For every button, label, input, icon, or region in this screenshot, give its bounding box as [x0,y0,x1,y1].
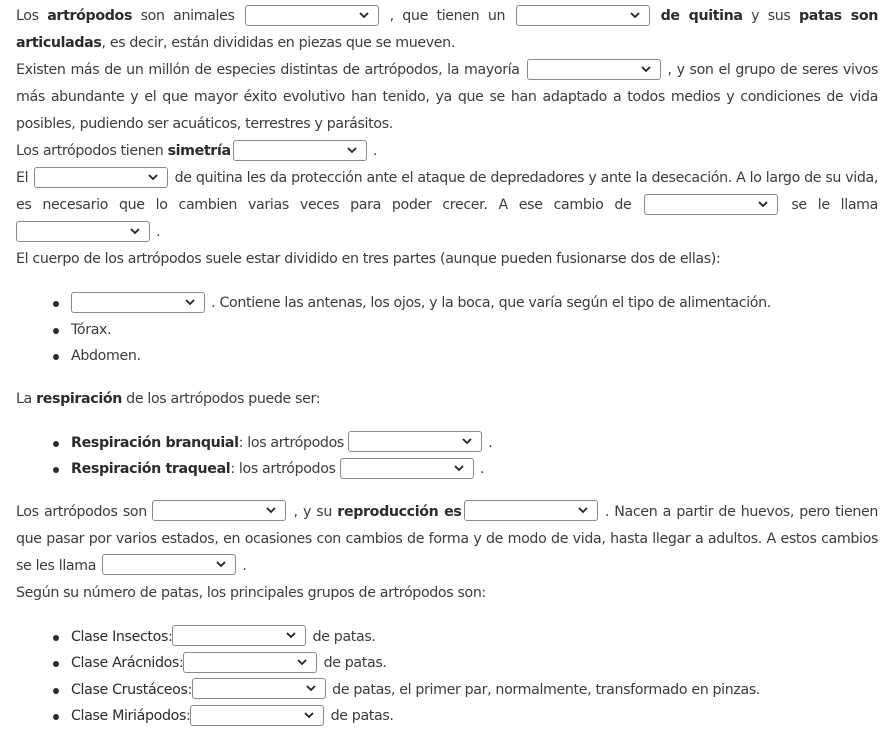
dropdown-exoesqueleto[interactable] [516,5,650,26]
chevron-down-icon [265,504,277,516]
chevron-down-icon [305,682,317,694]
dropdown-tipo-animal[interactable] [245,5,379,26]
dropdown-insectos[interactable] [172,625,306,646]
list-item: Clase Arácnidos: de patas. [71,650,878,677]
paragraph-intro: Los artrópodos son animales , que tienen un de quitina y sus patas son articuladas, es decir, están divididas en piezas que se mueven. [16,3,878,57]
dropdown-branquial[interactable] [348,431,482,452]
dropdown-simetria[interactable] [233,140,367,161]
chevron-down-icon [147,171,159,183]
dropdown-sexo[interactable] [152,500,286,521]
respiration-list [16,430,878,483]
dropdown-mayoria[interactable] [527,59,661,80]
dropdown-cubierta[interactable] [34,167,168,188]
list-item: Clase Miriápodos: de patas. [71,703,878,730]
chevron-down-icon [346,144,358,156]
list-item: Clase Crustáceos: de patas, el primer par, normalmente, transformado en pinzas. [71,677,878,704]
chevron-down-icon [358,9,370,21]
paragraph-simetria: Los artrópodos tienen simetría . [16,138,878,165]
dropdown-aracnidos[interactable] [183,652,317,673]
chevron-down-icon [453,462,465,474]
dropdown-cabeza[interactable] [71,292,205,313]
dropdown-crustaceos[interactable] [192,678,326,699]
chevron-down-icon [640,63,652,75]
list-item: Respiración branquial: los artrópodos . [71,430,878,457]
list-item: Clase Insectos: de patas. [71,624,878,651]
list-item: Respiración traqueal: los artrópodos . [71,456,878,483]
list-item: Tórax. [71,317,878,344]
dropdown-traqueal[interactable] [340,458,474,479]
chevron-down-icon [129,225,141,237]
paragraph-exoesqueleto: El de quitina les da protección ante el ataque de depredadores y ante la desecación. A lo largo de su vida, es necesario que lo cambien varias veces para poder crecer. A ese cambio de se le llama . [16,165,878,246]
paragraph-especies: Existen más de un millón de especies distintas de artrópodos, la mayoría , y son el grupo de seres vivos más abundante y el que mayor éxito evolutivo han tenido, ya que se han adaptado a todos medios y condiciones de vida posibles, pudiendo ser acuáticos, terrestres y parásitos. [16,57,878,138]
term-artropodos: artrópodos [47,8,133,24]
chevron-down-icon [303,709,315,721]
paragraph-cuerpo: El cuerpo de los artrópodos suele estar dividido en tres partes (aunque pueden fusionarse dos de ellas): [16,251,721,267]
list-item: Abdomen. [71,343,878,370]
dropdown-reproduccion[interactable] [464,500,598,521]
list-item: . Contiene las antenas, los ojos, y la boca, que varía según el tipo de alimentación. [71,290,878,317]
paragraph-respiracion: La respiración de los artrópodos puede ser: [16,390,321,407]
dropdown-cambio[interactable] [644,194,778,215]
chevron-down-icon [629,9,641,21]
chevron-down-icon [296,656,308,668]
chevron-down-icon [285,629,297,641]
chevron-down-icon [757,198,769,210]
paragraph-reproduccion: Los artrópodos son , y su reproducción es . Nacen a partir de huevos, pero tienen que pasar por varios estados, en ocasiones con cambios de forma y de modo de vida, hasta llegar a adultos. A estos cambios se les llama . [16,499,878,580]
chevron-down-icon [461,435,473,447]
body-parts-list [16,290,878,370]
chevron-down-icon [215,558,227,570]
groups-list [16,624,878,730]
dropdown-miriapodos[interactable] [190,705,324,726]
chevron-down-icon [184,296,196,308]
dropdown-metamorfosis[interactable] [102,554,236,575]
chevron-down-icon [577,504,589,516]
dropdown-muda[interactable] [16,221,150,242]
paragraph-grupos: Según su número de patas, los principales grupos de artrópodos son: [16,584,486,601]
